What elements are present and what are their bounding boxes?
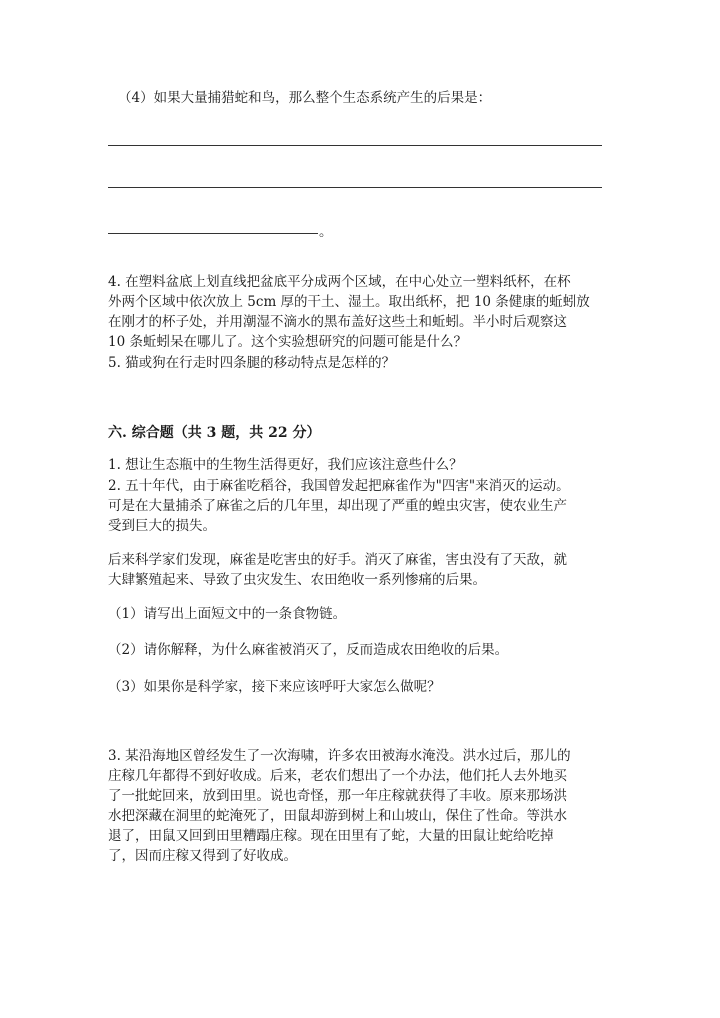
section-6-question-1: 1. 想让生态瓶中的生物生活得更好，我们应该注意些什么？	[108, 457, 463, 473]
section-6-question-2-para-2: 后来科学家们发现，麻雀是吃害虫的好手。消灭了麻雀，害虫没有了天敌，就 大肆繁殖起来、导致了虫灾发生、农田绝收一系列惨痛的后果。	[108, 552, 567, 588]
answer-line-1	[108, 145, 602, 146]
section-6-title: 六. 综合题（共 3 题，共 22 分）	[108, 425, 321, 441]
cat-dog-question: 5. 猫或狗在行走时四条腿的移动特点是怎样的？	[108, 355, 396, 371]
sub-question-3: （3）如果你是科学家，接下来应该呼吁大家怎么做呢？	[108, 679, 441, 695]
question-4-prompt: （4）如果大量捕猎蛇和鸟，那么整个生态系统产生的后果是：	[118, 90, 492, 106]
sub-question-2: （2）请你解释，为什么麻雀被消灭了，反而造成农田绝收的后果。	[108, 642, 509, 658]
section-6-question-2-para-1: 2. 五十年代，由于麻雀吃稻谷，我国曾发起把麻雀作为"四害"来消灭的运动。 可是在大量捕杀了麻雀之后的几年里，却出现了严重的蝗虫灾害，使农业生产 受到巨大的损失。	[108, 478, 570, 534]
answer-end-mark: 。	[319, 224, 333, 240]
answer-line-2	[108, 187, 602, 188]
answer-line-3	[108, 233, 318, 234]
sub-question-1: （1）请写出上面短文中的一条食物链。	[108, 606, 347, 622]
section-6-question-3: 3. 某沿海地区曾经发生了一次海啸，许多农田被海水淹没。洪水过后，那儿的 庄稼几年都得不到好收成。后来，老农们想出了一个办法，他们托人去外地买 了一批蛇回来，放到田里。说也奇怪，那一年庄稼就获得了丰收。原来那场洪 水把深藏在洞里的蛇淹死了，田鼠却游到树上和山坡山，保住了性命。等洪水 退了，田鼠又回到田里糟蹋庄稼。现在田里有了蛇，大量的田鼠让蛇给吃掉 了，因而庄稼又得到了好收成。	[108, 748, 571, 864]
earthworm-question: 4. 在塑料盆底上划直线把盆底平分成两个区域，在中心处立一塑料纸杯，在杯 外两个区域中依次放上 5cm 厚的干土、湿土。取出纸杯，把 10 条健康的蚯蚓放 在刚才的杯子处，并用潮湿不滴水的黑布盖好这些土和蚯蚓。半小时后观察这 10 条蚯蚓呆在哪儿了。这个实验想研究的问题可能是什么？	[108, 274, 590, 350]
